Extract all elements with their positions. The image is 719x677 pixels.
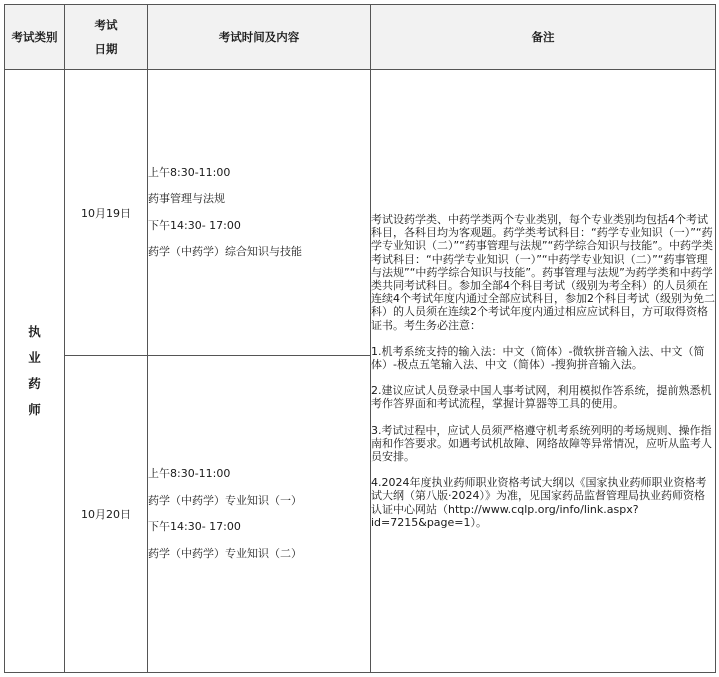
remarks-note-2: 2.建议应试人员登录中国人事考试网，利用模拟作答系统，提前熟悉机考作答界面和考试流程，掌握计算器等工具的使用。 (371, 384, 712, 411)
date-cell: 10月19日 (65, 70, 148, 356)
afternoon-subject: 药学（中药学）专业知识（二） (148, 546, 302, 560)
header-date-line2: 日期 (94, 42, 118, 56)
header-remarks: 备注 (371, 5, 716, 70)
afternoon-time: 下午14:30- 17:00 (148, 218, 241, 232)
content-cell (148, 356, 371, 673)
category-char: 师 (28, 402, 41, 417)
header-date (65, 5, 148, 70)
category-label (28, 319, 41, 423)
morning-time: 上午8:30-11:00 (148, 467, 231, 480)
remarks-note-4: 4.2024年度执业药师职业资格考试大纲以《国家执业药师职业资格考试大纲（第八版·2024）》为准，见国家药品监督管理局执业药师资格认证中心网站（http://www.cqlp.org/info/link.aspx?id=7215&page=1）。 (371, 476, 707, 529)
category-char: 药 (28, 376, 41, 391)
afternoon-time: 下午14:30- 17:00 (148, 520, 241, 533)
header-content: 考试时间及内容 (148, 5, 371, 70)
category-char: 业 (28, 350, 41, 365)
remarks-note-3: 3.考试过程中，应试人员须严格遵守机考系统列明的考场规则、操作指南和作答要求。如遇考试机故障、网络故障等异常情况，应听从监考人员安排。 (371, 423, 712, 464)
afternoon-subject: 药学（中药学）综合知识与技能 (148, 245, 302, 258)
remarks-intro: 考试设药学类、中药学类两个专业类别，每个专业类别均包括4个考试科目，各科目均为客观题。药学类考试科目：“药学专业知识（一）”“药学专业知识（二）”“药事管理与法规”“药学综合知识与技能”。中药学类考试科目：“中药学专业知识（一）”“中药学专业知识（二）”“药事管理与法规”“中药学综合知识与技能”。药事管理与法规”为药学类和中药学类共同考试科目。参加全部4个科目考试（级别为考全科）的人员须在连续4个考试年度内通过全部应试科目，参加2个科目考试（级别为免二科）的人员须在连续2个考试年度内通过相应应试科目，方可取得资格证书。考生务必注意： (371, 212, 715, 332)
morning-time: 上午8:30-11:00 (148, 165, 231, 179)
morning-subject: 药学（中药学）专业知识（一） (148, 493, 302, 507)
exam-schedule-table (4, 4, 716, 673)
remarks-cell (371, 70, 716, 673)
header-date-line1: 考试 (94, 18, 118, 32)
morning-subject: 药事管理与法规 (148, 192, 225, 205)
date-cell: 10月20日 (65, 356, 148, 673)
header-category: 考试类别 (5, 5, 65, 70)
content-cell (148, 70, 371, 356)
header-row (5, 5, 716, 70)
table-row (5, 70, 716, 356)
category-cell (5, 70, 65, 673)
remarks-note-1: 1.机考系统支持的输入法：中文（简体）-微软拼音输入法、中文（简体）-极点五笔输入法、中文（简体）-搜狗拼音输入法。 (371, 344, 705, 371)
category-char: 执 (28, 324, 41, 339)
